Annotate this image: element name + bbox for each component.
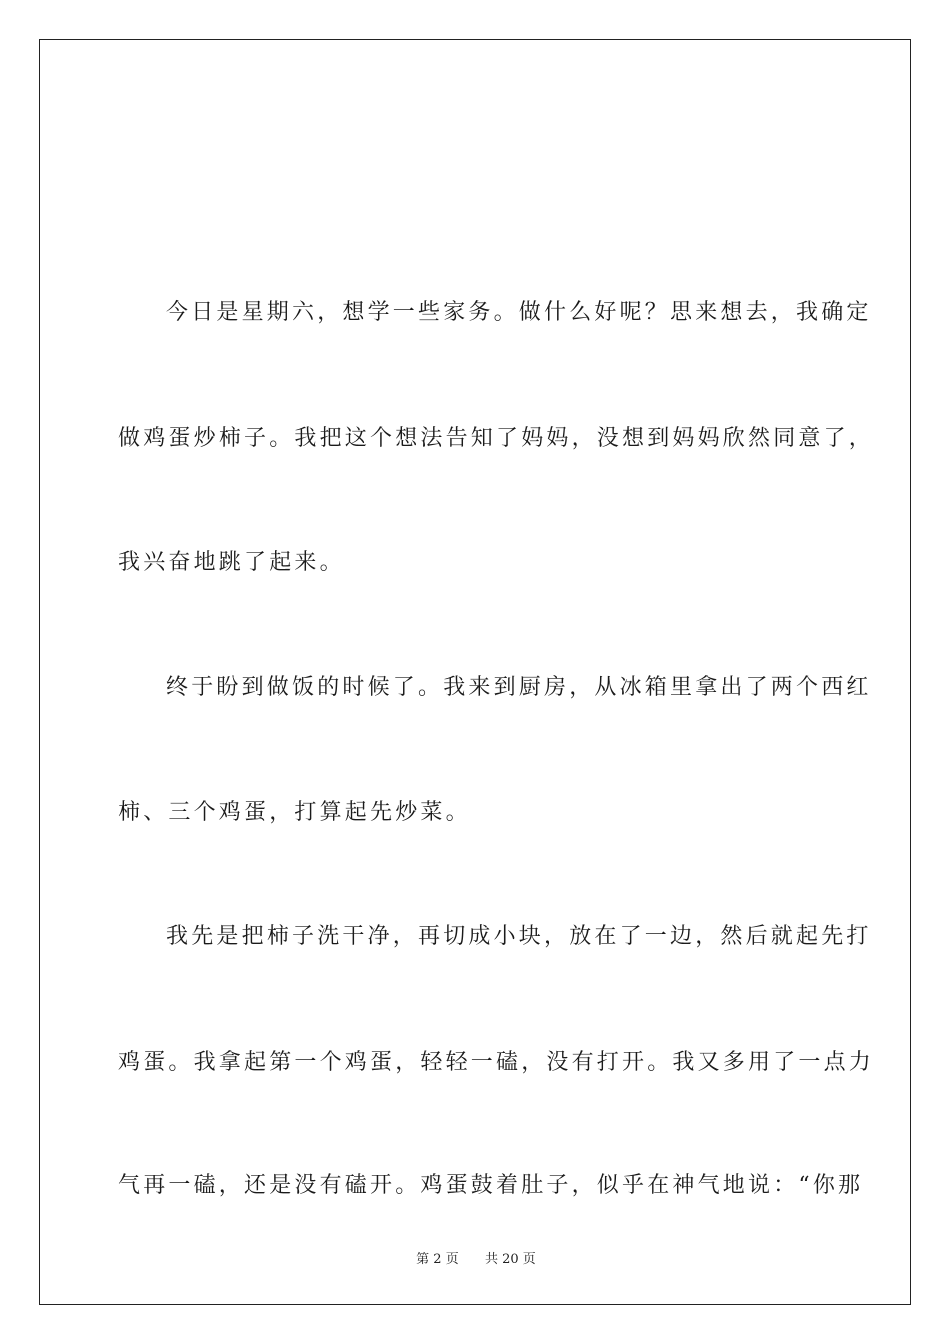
paragraph-1-line-3: 我兴奋地跳了起来。 [118, 550, 345, 575]
paragraph-3-line-3: 气再一磕，还是没有磕开。鸡蛋鼓着肚子，似乎在神气地说：“你那 [118, 1173, 864, 1198]
page-number: 第 2 页 [416, 1252, 459, 1267]
paragraph-2-line-1: 终于盼到做饭的时候了。我来到厨房，从冰箱里拿出了两个西红 [166, 675, 872, 700]
paragraph-1-line-2: 做鸡蛋炒柿子。我把这个想法告知了妈妈，没想到妈妈欣然同意了， [118, 426, 875, 451]
page-footer [40, 1251, 912, 1269]
paragraph-2-line-2: 柿、三个鸡蛋，打算起先炒菜。 [118, 800, 471, 825]
total-pages: 共 20 页 [485, 1252, 536, 1267]
paragraph-1-line-1: 今日是星期六，想学一些家务。做什么好呢？思来想去，我确定 [166, 300, 872, 325]
paragraph-3-line-2: 鸡蛋。我拿起第一个鸡蛋，轻轻一磕，没有打开。我又多用了一点力 [118, 1050, 875, 1075]
page-frame [39, 39, 911, 1305]
paragraph-3-line-1: 我先是把柿子洗干净，再切成小块，放在了一边，然后就起先打 [166, 924, 872, 949]
